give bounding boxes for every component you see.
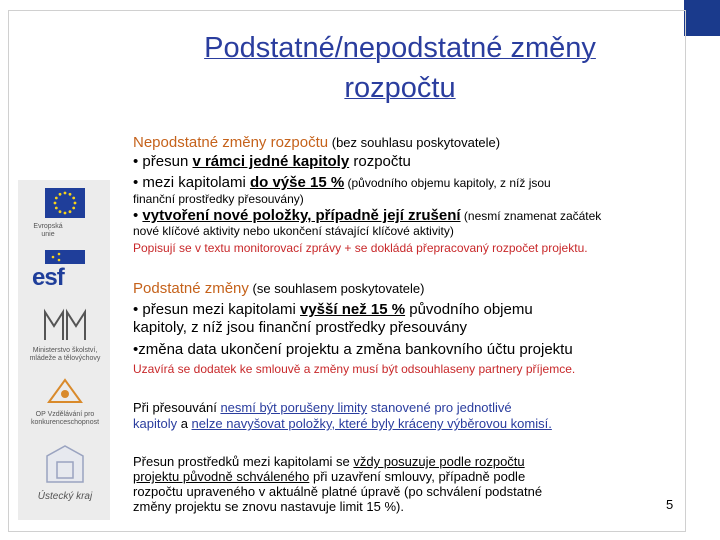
- transfer-paragraph-line1: [133, 454, 525, 469]
- paragraph-text: při uzavření smlouvy, případně podle: [309, 469, 526, 484]
- msmt-logo: [28, 306, 102, 363]
- paragraph-text: Přesun prostředků mezi kapitolami se: [133, 454, 354, 469]
- transfer-paragraph-line3: rozpočtu upraveného v aktuálně platné úpravě (po schválení podstatné: [133, 484, 543, 499]
- bullet-text: rozpočtu: [349, 153, 411, 170]
- eu-logo: [28, 188, 102, 239]
- minor-changes-red-note: Popisují se v textu monitorovací zprávy + se dokládá přepracovaný rozpočet projektu.: [133, 241, 588, 255]
- major-changes-heading: Podstatné změny: [133, 280, 249, 297]
- bullet-note: (nesmí znamenat začátek: [460, 209, 602, 223]
- limits-paragraph-line1: [133, 400, 512, 415]
- slide-title: [120, 28, 680, 108]
- eu-logo-text: Evropská unie: [33, 223, 63, 238]
- eu-flag-icon: [45, 188, 85, 218]
- op-arrows-icon: [45, 376, 85, 406]
- bullet-emphasis: v rámci jedné kapitoly: [192, 153, 350, 170]
- major-changes-heading-line: [133, 280, 425, 298]
- major-change-bullet-2: •změna data ukončení projektu a změna bankovního účtu projektu: [133, 341, 573, 358]
- kraj-emblem-icon: [41, 442, 89, 486]
- page-number: 5: [666, 497, 674, 512]
- limits-paragraph-line2: [133, 416, 552, 431]
- minor-change-bullet-3-note: nové klíčové aktivity nebo ukončení stávající klíčové aktivity): [133, 224, 454, 238]
- major-change-bullet-1: [133, 301, 533, 319]
- bullet-note: (původního objemu kapitoly, z níž jsou: [344, 176, 551, 190]
- minor-change-bullet-2-note: finanční prostředky přesouvány): [133, 192, 304, 206]
- msmt-logo-text: Ministerstvo školství, mládeže a tělovýchovy: [29, 347, 101, 362]
- kraj-logo: [28, 442, 102, 502]
- bullet-text: původního objemu: [405, 301, 533, 318]
- logo-sidebar: [18, 180, 110, 520]
- bullet-emphasis: vyšší než 15 %: [300, 301, 406, 318]
- major-changes-red-note: Uzavírá se dodatek ke smlouvě a změny musí být odsouhlaseny partnery příjemce.: [133, 362, 576, 376]
- paragraph-text: Při přesouvání: [133, 400, 221, 415]
- transfer-paragraph-line2: [133, 469, 525, 484]
- bullet-emphasis: do výše 15 %: [249, 174, 345, 191]
- paragraph-emphasis: projektu původně schváleného: [133, 469, 310, 484]
- bullet-text: •: [133, 207, 143, 224]
- esf-logo: [28, 250, 102, 293]
- kraj-logo-text: Ústecký kraj: [37, 491, 93, 502]
- op-logo: [28, 376, 102, 427]
- minor-change-bullet-1: [133, 153, 411, 171]
- major-change-bullet-1-line2: kapitoly, z níž jsou finanční prostředky přesouvány: [133, 319, 468, 336]
- msmt-emblem-icon: [43, 306, 87, 342]
- paragraph-emphasis: nelze navyšovat položky, které byly kráceny výběrovou komisí.: [191, 416, 552, 431]
- major-changes-heading-note: (se souhlasem poskytovatele): [248, 281, 425, 296]
- minor-change-bullet-3: [133, 207, 601, 225]
- slide-title-line1: Podstatné/nepodstatné změny: [204, 32, 596, 64]
- paragraph-text: a: [177, 416, 192, 431]
- minor-changes-heading-note: (bez souhlasu poskytovatele): [328, 135, 501, 150]
- minor-changes-heading: Nepodstatné změny rozpočtu: [133, 134, 329, 151]
- paragraph-text: kapitoly: [133, 416, 178, 431]
- corner-decoration: [684, 0, 720, 36]
- minor-changes-heading-line: [133, 134, 500, 152]
- transfer-paragraph-line4: změny projektu se znovu nastavuje limit 15 %).: [133, 499, 404, 514]
- bullet-text: • přesun: [133, 153, 193, 170]
- bullet-text: • přesun mezi kapitolami: [133, 301, 300, 318]
- esf-logo-text: esf: [32, 264, 64, 291]
- paragraph-emphasis: nesmí být porušeny limity: [220, 400, 368, 415]
- paragraph-text: stanovené pro jednotlivé: [367, 400, 512, 415]
- paragraph-emphasis: vždy posuzuje podle rozpočtu: [353, 454, 525, 469]
- op-logo-text: OP Vzdělávání pro konkurenceschopnost: [30, 411, 100, 426]
- minor-change-bullet-2: [133, 174, 551, 192]
- slide-title-line2: rozpočtu: [344, 72, 456, 104]
- bullet-emphasis: vytvoření nové položky, případně její zrušení: [142, 207, 461, 224]
- bullet-text: • mezi kapitolami: [133, 174, 250, 191]
